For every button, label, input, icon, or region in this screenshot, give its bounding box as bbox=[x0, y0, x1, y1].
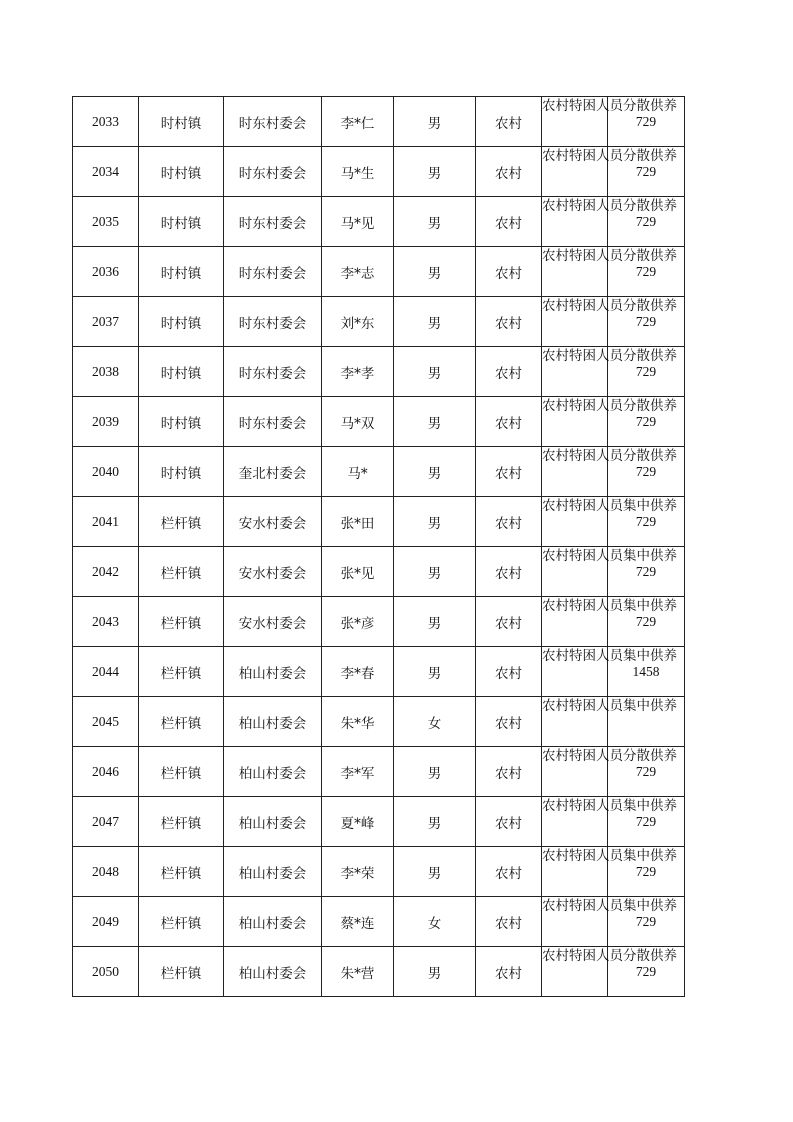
name-cell: 马*见 bbox=[322, 197, 394, 247]
serial-number-cell: 2045 bbox=[73, 697, 139, 747]
town-cell: 时村镇 bbox=[139, 447, 224, 497]
assistance-type-text: 农村特困人员分散供养 bbox=[542, 248, 677, 264]
assistance-type-cell bbox=[542, 697, 677, 747]
town-cell: 栏杆镇 bbox=[139, 947, 224, 997]
gender-cell: 男 bbox=[394, 447, 476, 497]
assistance-type-text: 农村特困人员分散供养 bbox=[542, 348, 677, 364]
residence-type-cell: 农村 bbox=[476, 697, 542, 747]
gender-cell: 女 bbox=[394, 697, 476, 747]
table-row bbox=[73, 497, 685, 547]
name-cell: 马* bbox=[322, 447, 394, 497]
gender-cell: 男 bbox=[394, 147, 476, 197]
serial-number-cell: 2035 bbox=[73, 197, 139, 247]
name-cell: 李*仁 bbox=[322, 97, 394, 147]
name-cell: 马*生 bbox=[322, 147, 394, 197]
assistance-type-text: 农村特困人员分散供养 bbox=[542, 398, 677, 414]
town-cell: 栏杆镇 bbox=[139, 547, 224, 597]
residence-type-cell: 农村 bbox=[476, 447, 542, 497]
residence-type-cell: 农村 bbox=[476, 297, 542, 347]
residence-type-cell: 农村 bbox=[476, 547, 542, 597]
residence-type-cell: 农村 bbox=[476, 647, 542, 697]
table-row bbox=[73, 697, 685, 747]
gender-cell: 男 bbox=[394, 297, 476, 347]
residence-type-cell: 农村 bbox=[476, 597, 542, 647]
amount-cell: 729 bbox=[608, 797, 685, 847]
amount-cell: 729 bbox=[608, 547, 685, 597]
amount-cell: 729 bbox=[608, 747, 685, 797]
name-cell: 李*志 bbox=[322, 247, 394, 297]
name-cell: 朱*华 bbox=[322, 697, 394, 747]
gender-cell: 男 bbox=[394, 247, 476, 297]
amount-cell: 729 bbox=[608, 347, 685, 397]
town-cell: 时村镇 bbox=[139, 247, 224, 297]
table-row bbox=[73, 97, 685, 147]
assistance-type-text: 农村特困人员集中供养 bbox=[542, 848, 677, 864]
town-cell: 栏杆镇 bbox=[139, 597, 224, 647]
village-committee-cell: 奎北村委会 bbox=[224, 447, 322, 497]
table-row bbox=[73, 897, 685, 947]
assistance-type-text: 农村特困人员分散供养 bbox=[542, 948, 677, 964]
name-cell: 李*春 bbox=[322, 647, 394, 697]
gender-cell: 男 bbox=[394, 797, 476, 847]
gender-cell: 男 bbox=[394, 397, 476, 447]
table-row bbox=[73, 597, 685, 647]
amount-cell: 729 bbox=[608, 447, 685, 497]
serial-number-cell: 2039 bbox=[73, 397, 139, 447]
gender-cell: 男 bbox=[394, 647, 476, 697]
village-committee-cell: 时东村委会 bbox=[224, 397, 322, 447]
assistance-type-text: 农村特困人员分散供养 bbox=[542, 448, 677, 464]
village-committee-cell: 柏山村委会 bbox=[224, 697, 322, 747]
table-row bbox=[73, 397, 685, 447]
town-cell: 栏杆镇 bbox=[139, 697, 224, 747]
serial-number-cell: 2034 bbox=[73, 147, 139, 197]
name-cell: 张*田 bbox=[322, 497, 394, 547]
residence-type-cell: 农村 bbox=[476, 897, 542, 947]
amount-cell: 729 bbox=[608, 947, 685, 997]
gender-cell: 男 bbox=[394, 197, 476, 247]
amount-cell: 729 bbox=[608, 597, 685, 647]
serial-number-cell: 2038 bbox=[73, 347, 139, 397]
table-row bbox=[73, 347, 685, 397]
residence-type-cell: 农村 bbox=[476, 797, 542, 847]
village-committee-cell: 时东村委会 bbox=[224, 347, 322, 397]
town-cell: 栏杆镇 bbox=[139, 647, 224, 697]
amount-cell: 729 bbox=[608, 197, 685, 247]
serial-number-cell: 2042 bbox=[73, 547, 139, 597]
serial-number-cell: 2041 bbox=[73, 497, 139, 547]
serial-number-cell: 2050 bbox=[73, 947, 139, 997]
town-cell: 时村镇 bbox=[139, 397, 224, 447]
serial-number-cell: 2046 bbox=[73, 747, 139, 797]
serial-number-cell: 2048 bbox=[73, 847, 139, 897]
amount-cell: 729 bbox=[608, 897, 685, 947]
assistance-type-text: 农村特困人员分散供养 bbox=[542, 148, 677, 164]
name-cell: 李*荣 bbox=[322, 847, 394, 897]
name-cell: 张*见 bbox=[322, 547, 394, 597]
name-cell: 张*彦 bbox=[322, 597, 394, 647]
amount-cell: 729 bbox=[608, 497, 685, 547]
serial-number-cell: 2043 bbox=[73, 597, 139, 647]
residence-type-cell: 农村 bbox=[476, 947, 542, 997]
assistance-type-text: 农村特困人员集中供养 bbox=[542, 548, 677, 564]
gender-cell: 男 bbox=[394, 347, 476, 397]
assistance-type-text: 农村特困人员分散供养 bbox=[542, 198, 677, 214]
table-row bbox=[73, 147, 685, 197]
village-committee-cell: 时东村委会 bbox=[224, 247, 322, 297]
table-body bbox=[73, 97, 685, 997]
serial-number-cell: 2040 bbox=[73, 447, 139, 497]
residence-type-cell: 农村 bbox=[476, 97, 542, 147]
residence-type-cell: 农村 bbox=[476, 497, 542, 547]
town-cell: 栏杆镇 bbox=[139, 797, 224, 847]
assistance-type-text: 农村特困人员分散供养 bbox=[542, 748, 677, 764]
assistance-type-text: 农村特困人员集中供养 bbox=[542, 698, 677, 714]
assistance-type-text: 农村特困人员集中供养 bbox=[542, 498, 677, 514]
table-row bbox=[73, 547, 685, 597]
table-row bbox=[73, 297, 685, 347]
gender-cell: 男 bbox=[394, 597, 476, 647]
gender-cell: 男 bbox=[394, 547, 476, 597]
gender-cell: 男 bbox=[394, 847, 476, 897]
serial-number-cell: 2033 bbox=[73, 97, 139, 147]
residence-type-cell: 农村 bbox=[476, 247, 542, 297]
village-committee-cell: 柏山村委会 bbox=[224, 847, 322, 897]
table-row bbox=[73, 747, 685, 797]
residence-type-cell: 农村 bbox=[476, 847, 542, 897]
amount-cell: 729 bbox=[608, 147, 685, 197]
town-cell: 时村镇 bbox=[139, 197, 224, 247]
village-committee-cell: 安水村委会 bbox=[224, 497, 322, 547]
table-row bbox=[73, 447, 685, 497]
assistance-type-text: 农村特困人员集中供养 bbox=[542, 898, 677, 914]
amount-cell: 729 bbox=[608, 297, 685, 347]
table-row bbox=[73, 247, 685, 297]
table-row bbox=[73, 197, 685, 247]
town-cell: 栏杆镇 bbox=[139, 747, 224, 797]
name-cell: 李*军 bbox=[322, 747, 394, 797]
village-committee-cell: 时东村委会 bbox=[224, 97, 322, 147]
village-committee-cell: 柏山村委会 bbox=[224, 747, 322, 797]
amount-cell: 729 bbox=[608, 397, 685, 447]
town-cell: 时村镇 bbox=[139, 347, 224, 397]
village-committee-cell: 柏山村委会 bbox=[224, 797, 322, 847]
gender-cell: 男 bbox=[394, 497, 476, 547]
serial-number-cell: 2044 bbox=[73, 647, 139, 697]
assistance-type-text: 农村特困人员集中供养 bbox=[542, 598, 677, 614]
town-cell: 时村镇 bbox=[139, 297, 224, 347]
village-committee-cell: 时东村委会 bbox=[224, 297, 322, 347]
village-committee-cell: 时东村委会 bbox=[224, 197, 322, 247]
residence-type-cell: 农村 bbox=[476, 397, 542, 447]
village-committee-cell: 安水村委会 bbox=[224, 547, 322, 597]
assistance-type-text: 农村特困人员分散供养 bbox=[542, 298, 677, 314]
residence-type-cell: 农村 bbox=[476, 147, 542, 197]
gender-cell: 男 bbox=[394, 947, 476, 997]
serial-number-cell: 2049 bbox=[73, 897, 139, 947]
name-cell: 刘*东 bbox=[322, 297, 394, 347]
amount-cell: 729 bbox=[608, 97, 685, 147]
amount-cell: 1458 bbox=[608, 647, 685, 697]
gender-cell: 男 bbox=[394, 97, 476, 147]
serial-number-cell: 2036 bbox=[73, 247, 139, 297]
gender-cell: 男 bbox=[394, 747, 476, 797]
name-cell: 蔡*连 bbox=[322, 897, 394, 947]
recipient-table bbox=[72, 96, 685, 997]
name-cell: 夏*峰 bbox=[322, 797, 394, 847]
table-row bbox=[73, 647, 685, 697]
village-committee-cell: 安水村委会 bbox=[224, 597, 322, 647]
amount-cell: 729 bbox=[608, 247, 685, 297]
name-cell: 马*双 bbox=[322, 397, 394, 447]
name-cell: 朱*营 bbox=[322, 947, 394, 997]
village-committee-cell: 柏山村委会 bbox=[224, 647, 322, 697]
serial-number-cell: 2037 bbox=[73, 297, 139, 347]
assistance-type-text: 农村特困人员分散供养 bbox=[542, 98, 677, 114]
name-cell: 李*孝 bbox=[322, 347, 394, 397]
village-committee-cell: 时东村委会 bbox=[224, 147, 322, 197]
town-cell: 栏杆镇 bbox=[139, 847, 224, 897]
village-committee-cell: 柏山村委会 bbox=[224, 947, 322, 997]
table-row bbox=[73, 847, 685, 897]
residence-type-cell: 农村 bbox=[476, 747, 542, 797]
serial-number-cell: 2047 bbox=[73, 797, 139, 847]
table-row bbox=[73, 797, 685, 847]
table-row bbox=[73, 947, 685, 997]
town-cell: 时村镇 bbox=[139, 147, 224, 197]
town-cell: 栏杆镇 bbox=[139, 497, 224, 547]
town-cell: 时村镇 bbox=[139, 97, 224, 147]
assistance-type-text: 农村特困人员集中供养 bbox=[542, 798, 677, 814]
assistance-type-text: 农村特困人员集中供养 bbox=[542, 648, 677, 664]
amount-cell: 729 bbox=[608, 847, 685, 897]
gender-cell: 女 bbox=[394, 897, 476, 947]
residence-type-cell: 农村 bbox=[476, 197, 542, 247]
residence-type-cell: 农村 bbox=[476, 347, 542, 397]
town-cell: 栏杆镇 bbox=[139, 897, 224, 947]
village-committee-cell: 柏山村委会 bbox=[224, 897, 322, 947]
